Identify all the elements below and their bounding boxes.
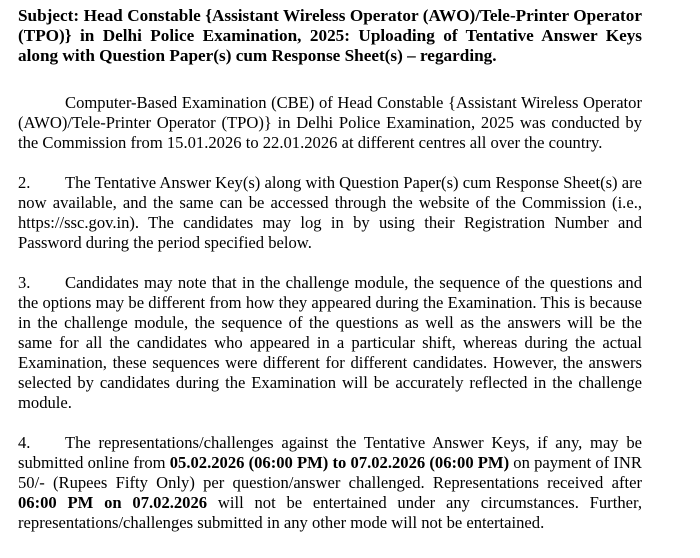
paragraph-4-number: 4. [18,433,31,452]
paragraph-4-text-b: on payment of INR 50/- (Rupees Fifty Only) per question/answer challenged. Representations received after [18,453,642,492]
paragraph-4 [18,433,642,533]
paragraph-3-number: 3. [18,273,31,292]
paragraph-3 [18,273,642,413]
challenge-window-dates: 05.02.2026 (06:00 PM) to 07.02.2026 (06:00 PM) [169,453,510,472]
paragraph-4-text-c: will not be entertained under any circumstances. Further, representations/challenges submitted in any other mode will not be entertained. [18,493,642,532]
paragraph-3-text: Candidates may note that in the challenge module, the sequence of the questions and the options may be different from how they appeared during the Examination. This is because in the challenge module, the sequence of the questions as well as the answers will be the same for all the candidates who appeared in a particular shift, whereas during the actual Examination, these sequences were different for different candidates. However, the answers selected by candidates during the Examination will be accurately reflected in the challenge module. [18,273,642,412]
subject-heading: Subject: Head Constable {Assistant Wireless Operator (AWO)/Tele-Printer Operator (TPO)} in Delhi Police Examination, 2025: Uploading of Tentative Answer Keys along with Question Paper(s) cum Response Sheet(s) – regarding. [18,6,642,65]
paragraph-4-text-a: The representations/challenges against the Tentative Answer Keys, if any, may be submitted online from [18,433,642,472]
paragraph-2-text: The Tentative Answer Key(s) along with Question Paper(s) cum Response Sheet(s) are now available, and the same can be accessed through the website of the Commission (i.e., https://ssc.gov.in). The candidates may log in by using their Registration Number and Password during the period specified below. [18,173,642,252]
paragraph-2 [18,173,642,253]
paragraph-2-number: 2. [18,173,31,192]
challenge-deadline: 06:00 PM on 07.02.2026 [18,493,208,512]
paragraph-1: Computer-Based Examination (CBE) of Head Constable {Assistant Wireless Operator (AWO)/Tele-Printer Operator (TPO)} in Delhi Police Examination, 2025 was conducted by the Commission from 15.01.2026 to 22.01.2026 at different centres all over the country. [18,93,642,152]
